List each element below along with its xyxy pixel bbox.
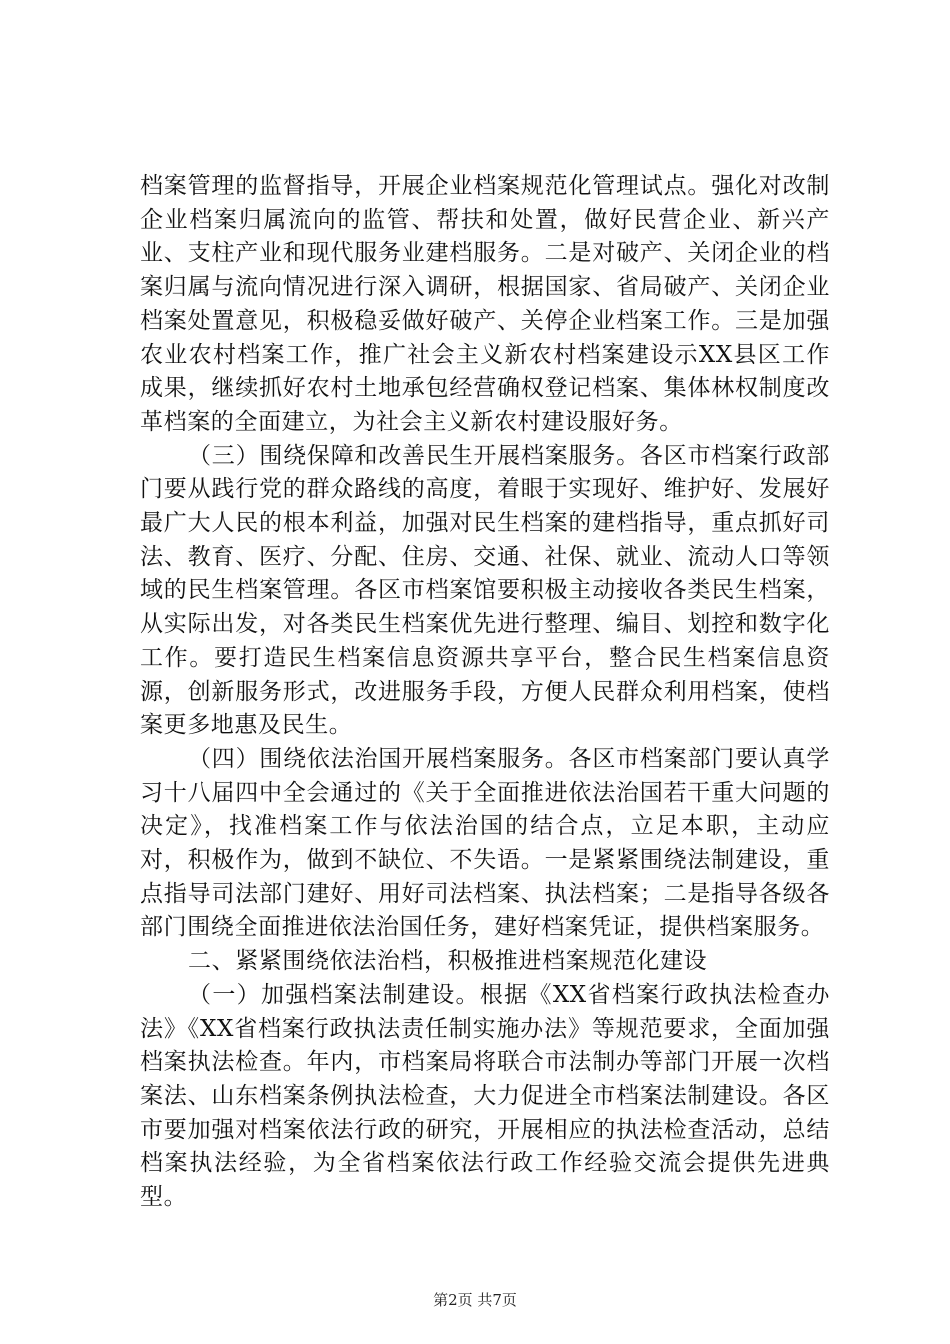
section-heading-two: 二、紧紧围绕依法治档，积极推进档案规范化建设 bbox=[188, 948, 708, 975]
paragraph-enterprise-archives: 档案管理的监督指导，开展企业档案规范化管理试点。强化对改制企业档案归属流向的监管、帮扶和处置，做好民营企业、新兴产业、支柱产业和现代服务业建档服务。二是对破产、关闭企业的档案归属与流向情况进行深入调研，根据国家、省局破产、关闭企业档案处置意见，积极稳妥做好破产、关停企业档案工作。三是加强农业农村档案工作，推广社会主义新农村档案建设示XX县区工作成果，继续抓好农村土地承包经营确权登记档案、集体林权制度改革档案的全面建立，为社会主义新农村建设服好务。 bbox=[140, 173, 830, 435]
page-number: 第2页 共7页 bbox=[433, 1291, 517, 1309]
paragraph-livelihood-archives: （三）围绕保障和改善民生开展档案服务。各区市档案行政部门要从践行党的群众路线的高度，着眼于实现好、维护好、发展好最广大人民的根本利益，加强对民生档案的建档指导，重点抓好司法、教育、医疗、分配、住房、交通、社保、就业、流动人口等领域的民生档案管理。各区市档案馆要积极主动接收各类民生档案，从实际出发，对各类民生档案优先进行整理、编目、划控和数字化工作。要打造民生档案信息资源共享平台，整合民生档案信息资源，创新服务形式，改进服务手段，方便人民群众利用档案，使档案更多地惠及民生。 bbox=[140, 442, 830, 739]
paragraph-legal-system-construction: （一）加强档案法制建设。根据《XX省档案行政执法检查办法》《XX省档案行政执法责任制实施办法》等规范要求，全面加强档案执法检查。年内，市档案局将联合市法制办等部门开展一次档案法、山东档案条例执法检查，大力促进全市档案法制建设。各区市要加强对档案依法行政的研究，开展相应的执法检查活动，总结档案执法经验，为全省档案依法行政工作经验交流会提供先进典型。 bbox=[140, 981, 830, 1211]
document-body bbox=[140, 170, 830, 1215]
paragraph-rule-of-law-service: （四）围绕依法治国开展档案服务。各区市档案部门要认真学习十八届四中全会通过的《关于全面推进依法治国若干重大问题的决定》，找准档案工作与依法治国的结合点，立足本职，主动应对，积极作为，做到不缺位、不失语。一是紧紧围绕法制建设，重点指导司法部门建好、用好司法档案、执法档案；二是指导各级各部门围绕全面推进依法治国任务，建好档案凭证，提供档案服务。 bbox=[140, 745, 830, 941]
